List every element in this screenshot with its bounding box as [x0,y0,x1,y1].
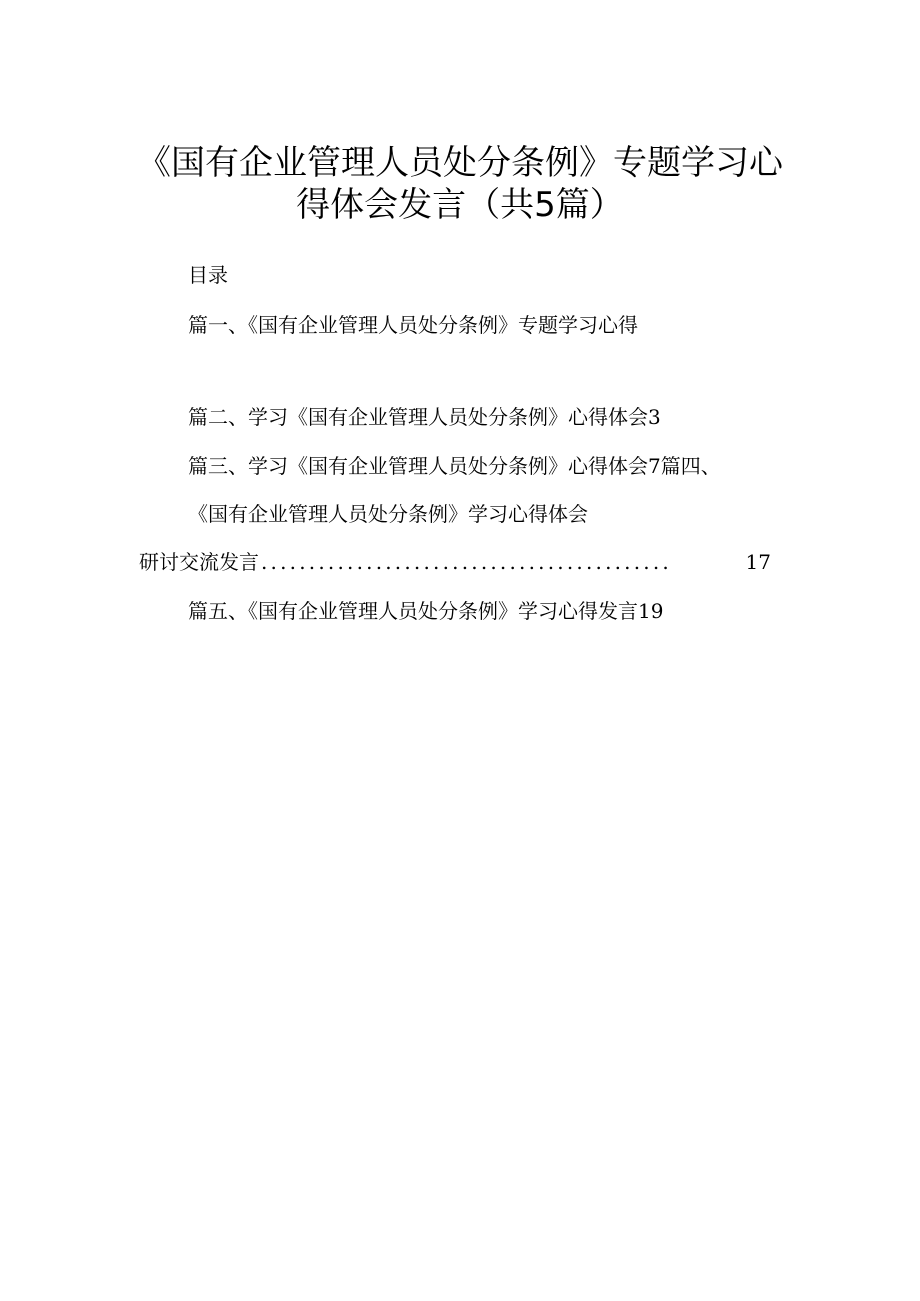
toc-entry-2[interactable]: 篇二、学习《国有企业管理人员处分条例》心得体会3 [188,405,661,429]
toc-entry-4[interactable] [139,548,771,576]
document-title-line-2: 得体会发言（共5篇） [296,185,624,225]
toc-entry-1[interactable]: 篇一、《国有企业管理人员处分条例》专题学习心得 [188,313,638,337]
toc-heading: 目录 [188,263,228,287]
toc-entry-4-title[interactable]: 《国有企业管理人员处分条例》学习心得体会 [188,502,588,526]
toc-entry-4-page: 17 [745,550,771,574]
toc-entry-3[interactable]: 篇三、学习《国有企业管理人员处分条例》心得体会7篇四、 [188,454,721,478]
toc-leader-dots: ........................................... [261,550,672,574]
toc-entry-4-text: 研讨交流发言 [139,550,259,574]
document-title-line-1: 《国有企业管理人员处分条例》专题学习心 [137,143,783,183]
toc-entry-5[interactable]: 篇五、《国有企业管理人员处分条例》学习心得发言19 [188,599,664,623]
